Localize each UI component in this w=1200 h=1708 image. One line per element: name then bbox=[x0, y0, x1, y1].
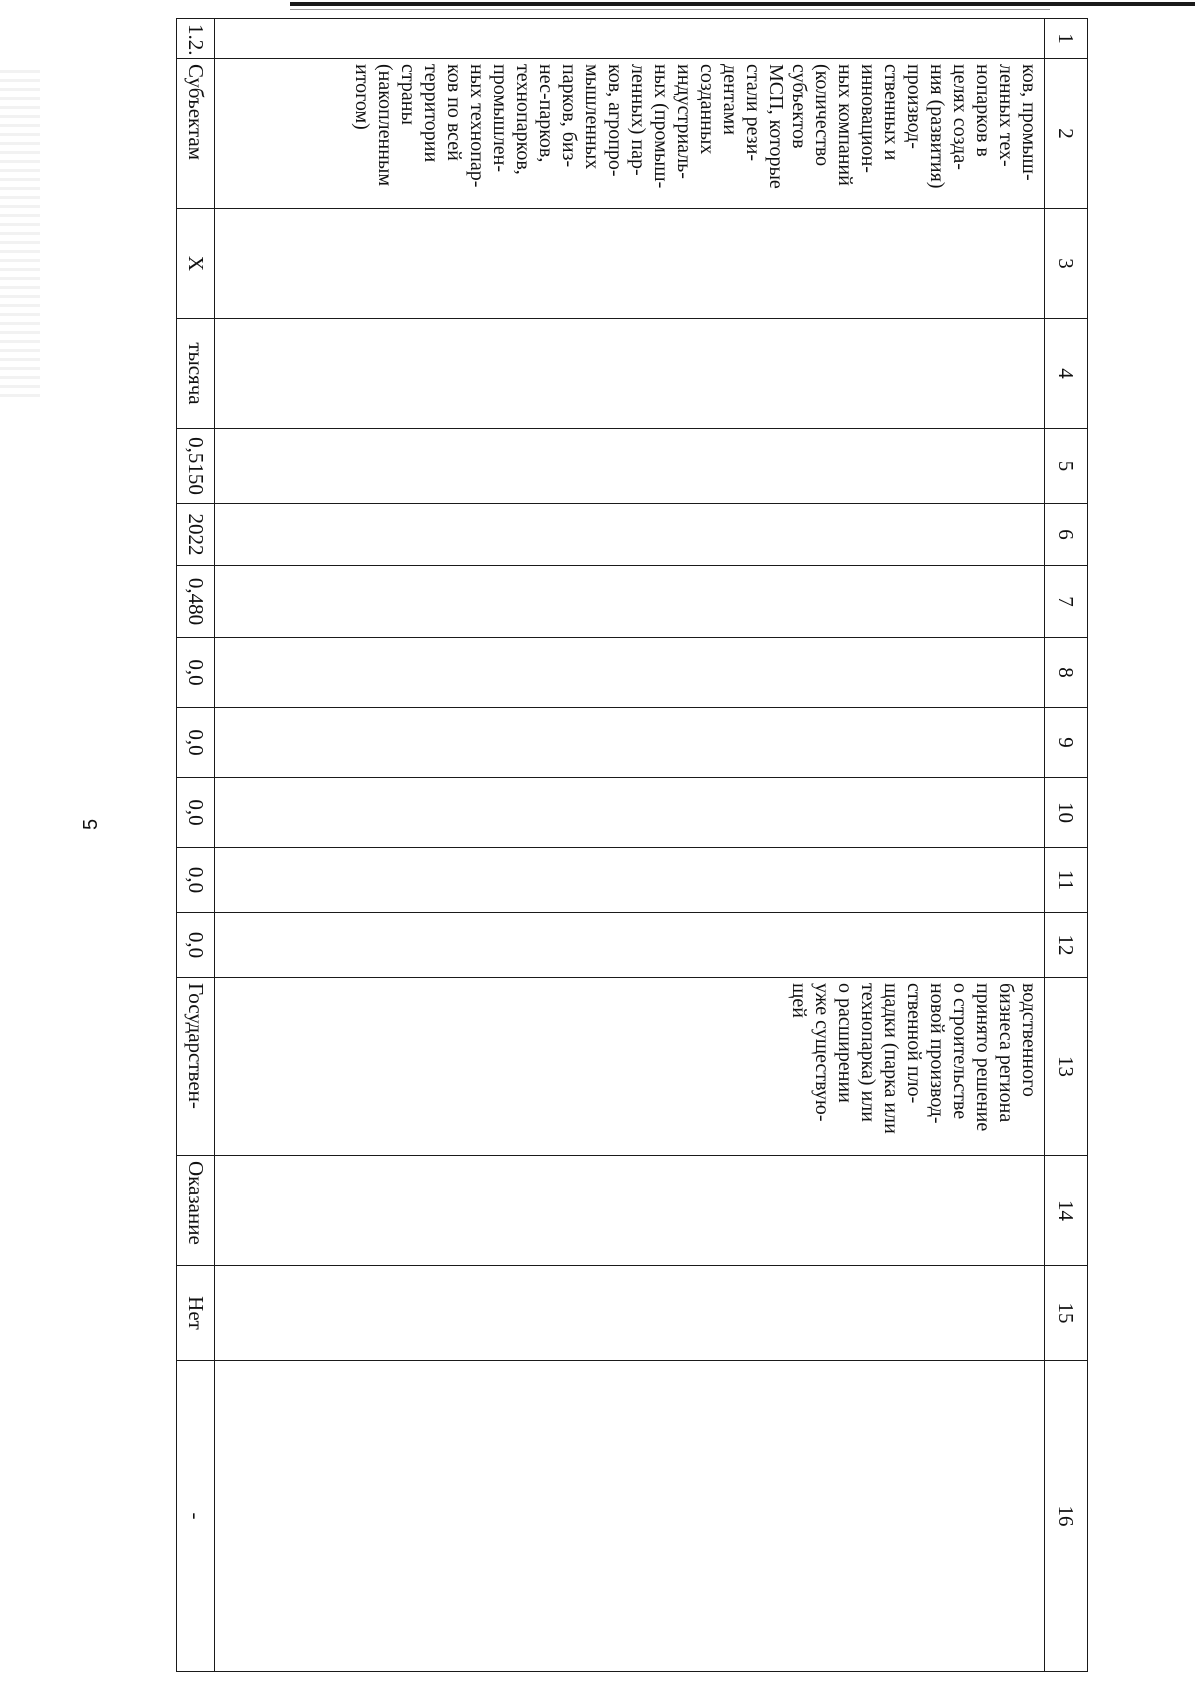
table-cell bbox=[215, 1156, 1045, 1266]
header-cell: 15 bbox=[1045, 1266, 1088, 1361]
table-cell bbox=[215, 566, 1045, 638]
table-cell bbox=[215, 778, 1045, 848]
value-cell: 0,0 bbox=[177, 913, 215, 978]
top-rule-thin bbox=[290, 9, 1050, 10]
table-cell bbox=[215, 19, 1045, 59]
year-cell: 2022 bbox=[177, 504, 215, 566]
header-cell: 8 bbox=[1045, 638, 1088, 708]
value-cell: 0,0 bbox=[177, 848, 215, 913]
header-cell: 6 bbox=[1045, 504, 1088, 566]
data-table bbox=[176, 18, 1088, 1672]
table-cell: Нет bbox=[177, 1266, 215, 1361]
row-number: 1.2. bbox=[177, 19, 215, 59]
value-cell: 0,480 bbox=[177, 566, 215, 638]
table-cell: - bbox=[177, 1361, 215, 1672]
header-cell: 16 bbox=[1045, 1361, 1088, 1672]
table-cell bbox=[215, 913, 1045, 978]
header-cell: 13 bbox=[1045, 978, 1088, 1156]
table-cell: X bbox=[177, 209, 215, 319]
indicator-name: Субъектам bbox=[177, 59, 215, 209]
value-cell: 0,0 bbox=[177, 638, 215, 708]
indicator-description: ков, промыш- ленных тех- нопарков в целях созда- ния (развития) производ- ственных и инновацион- ных компаний (количество субъектов МСП, которые стали рези- дентами созданных индустриаль- ных (промыш- ленных) пар- ков, агропро- мышленных парков, биз- нес-парков, технопарков, промышлен- ных технопар- ков по всей территории страны (накопленным итогом) bbox=[215, 59, 1045, 209]
table-cell bbox=[215, 1266, 1045, 1361]
table-cell bbox=[215, 638, 1045, 708]
header-cell: 4 bbox=[1045, 319, 1088, 429]
value-cell: 0,0 bbox=[177, 708, 215, 778]
header-cell: 3 bbox=[1045, 209, 1088, 319]
table-cell bbox=[215, 708, 1045, 778]
unit-cell: тысяча bbox=[177, 319, 215, 429]
table-cell bbox=[215, 319, 1045, 429]
table-cell bbox=[215, 209, 1045, 319]
table-cell bbox=[215, 429, 1045, 504]
table-row-1-2 bbox=[177, 19, 215, 1672]
header-cell: 14 bbox=[1045, 1156, 1088, 1266]
table-cell bbox=[215, 848, 1045, 913]
header-row bbox=[1045, 19, 1088, 1672]
top-rule bbox=[290, 2, 1195, 6]
header-cell: 9 bbox=[1045, 708, 1088, 778]
header-cell: 12 bbox=[1045, 913, 1088, 978]
table-cell: Оказание bbox=[177, 1156, 215, 1266]
header-cell: 11 bbox=[1045, 848, 1088, 913]
value-cell: 0,5150 bbox=[177, 429, 215, 504]
header-cell: 7 bbox=[1045, 566, 1088, 638]
table-cell bbox=[215, 504, 1045, 566]
header-cell: 2 bbox=[1045, 59, 1088, 209]
header-cell: 1 bbox=[1045, 19, 1088, 59]
rotated-sheet bbox=[176, 18, 1088, 1671]
table-row bbox=[215, 19, 1045, 1672]
method-cell: Государствен- bbox=[177, 978, 215, 1156]
page-number: 5 bbox=[80, 818, 102, 830]
value-cell: 0,0 bbox=[177, 778, 215, 848]
table-cell bbox=[215, 1361, 1045, 1672]
scan-noise bbox=[0, 70, 40, 400]
header-cell: 5 bbox=[1045, 429, 1088, 504]
method-description: водственного бизнеса региона принято решение о строительстве новой производ- ственной пло- щадки (парка или технопарка) или о расширении уже существую- щей bbox=[215, 978, 1045, 1156]
header-cell: 10 bbox=[1045, 778, 1088, 848]
